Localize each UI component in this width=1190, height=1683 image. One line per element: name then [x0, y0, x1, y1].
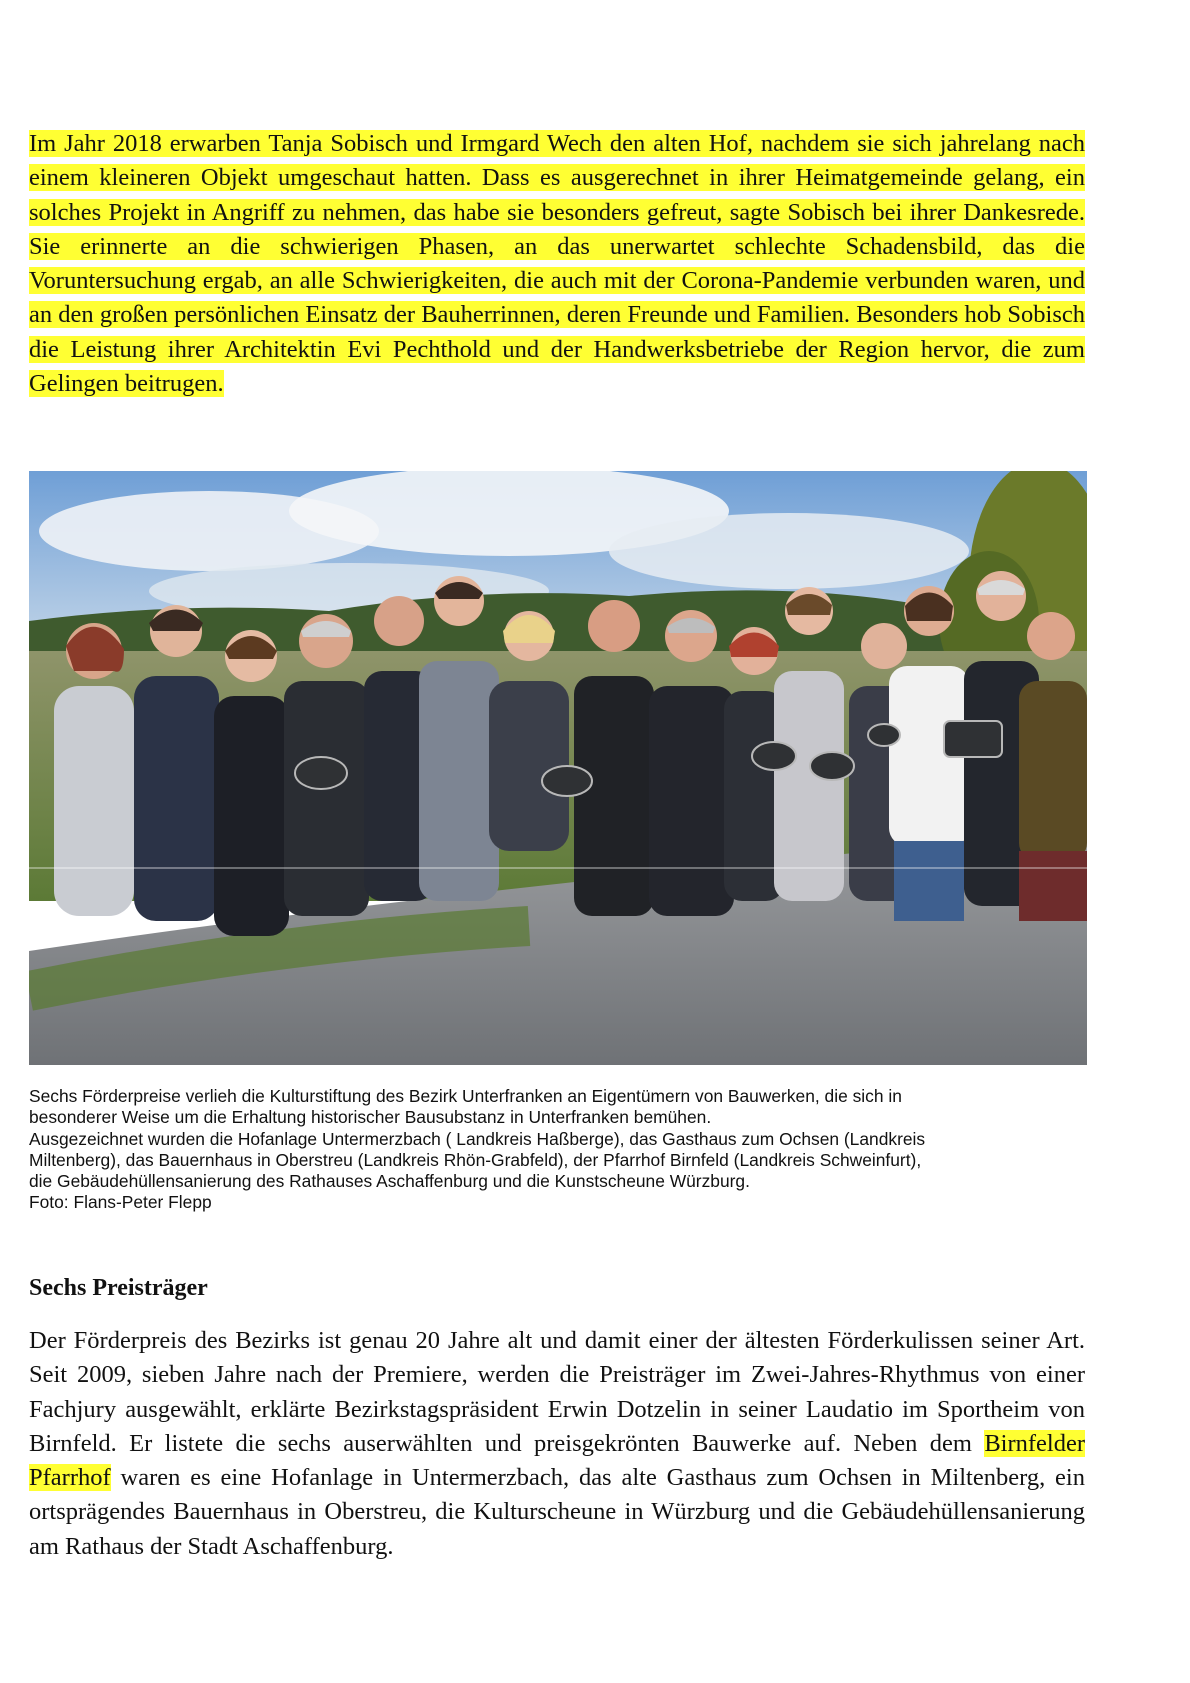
intro-paragraph	[29, 127, 1085, 401]
photo-caption	[29, 1086, 1085, 1214]
caption-line: Ausgezeichnet wurden die Hofanlage Untermerzbach ( Landkreis Haßberge), das Gasthaus zum Ochsen (Landkreis	[29, 1128, 926, 1149]
body-paragraph	[29, 1324, 1085, 1564]
paragraph-text-after: waren es eine Hofanlage in Untermerzbach, das alte Gasthaus zum Ochsen in Miltenberg, ein ortsprägendes Bauernhaus in Oberstreu, die Kulturscheune in Würzburg und die Gebäudehüllensanierung am Rathaus der Stadt Aschaffenburg.	[29, 1464, 1085, 1560]
photo-credit: Foto: Flans-Peter Flepp	[29, 1192, 212, 1213]
caption-line: besonderer Weise um die Erhaltung historischer Bausubstanz in Unterfranken bemühen.	[29, 1107, 712, 1128]
caption-line: die Gebäudehüllensanierung des Rathauses Aschaffenburg und die Kunstscheune Würzburg.	[29, 1171, 750, 1192]
paragraph-text-before: Der Förderpreis des Bezirks ist genau 20 Jahre alt und damit einer der ältesten Förderkulissen seiner Art. Seit 2009, sieben Jahre nach der Premiere, werden die Preisträger im Zwei-Jahres-Rhythmus von einer Fachjury ausgewählt, erklärte Bezirkstagspräsident Erwin Dotzelin in seiner Laudatio im Sportheim von Birnfeld. Er listete die sechs auserwählten und preisgekrönten Bauwerke auf. Neben dem	[29, 1327, 1085, 1457]
caption-line: Miltenberg), das Bauernhaus in Oberstreu (Landkreis Rhön-Grabfeld), der Pfarrhof Birnfeld (Landkreis Schweinfurt),	[29, 1149, 922, 1170]
section-heading: Sechs Preisträger	[29, 1275, 208, 1301]
group-photo	[29, 471, 1087, 1065]
caption-line: Sechs Förderpreise verlieh die Kulturstiftung des Bezirk Unterfranken an Eigentümern von Bauwerken, die sich in	[29, 1086, 902, 1106]
highlighted-intro-text: Im Jahr 2018 erwarben Tanja Sobisch und Irmgard Wech den alten Hof, nachdem sie sich jahrelang nach einem kleineren Objekt umgeschaut hatten. Dass es ausgerechnet in ihrer Heimatgemeinde gelang, ein solches Projekt in Angriff zu nehmen, das habe sie besonders gefreut, sagte Sobisch bei ihrer Dankesrede. Sie erinnerte an die schwierigen Phasen, an das unerwartet schlechte Schadensbild, das die Voruntersuchung ergab, an alle Schwierigkeiten, die auch mit der Corona-Pandemie verbunden waren, und an den großen persönlichen Einsatz der Bauherrinnen, deren Freunde und Familien. Besonders hob Sobisch die Leistung ihrer Architektin Evi Pechthold und der Handwerksbetriebe der Region hervor, die zum Gelingen beitrugen.	[29, 130, 1085, 398]
highlighted-term: Birnfelder Pfarrhof	[29, 1429, 1085, 1492]
